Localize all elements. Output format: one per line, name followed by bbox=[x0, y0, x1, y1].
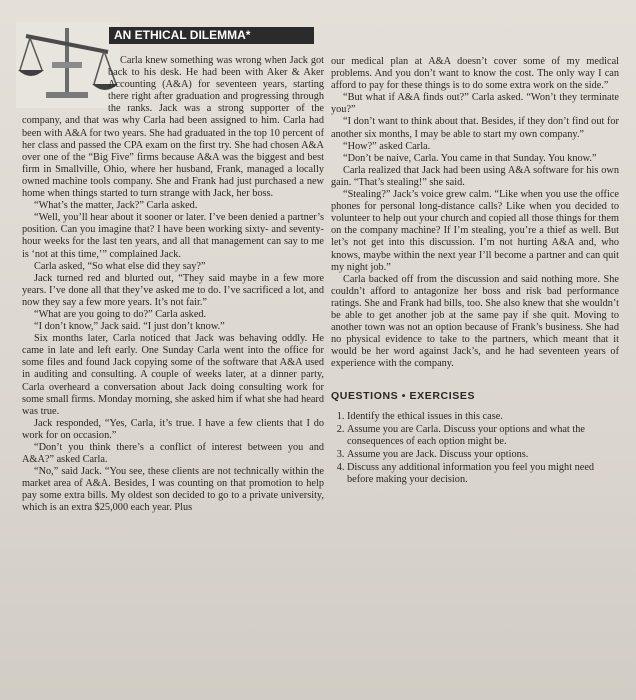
case-paragraph: Carla backed off from the discussion and said nothing more. She couldn’t afford to antagonize her boss and risk bad performance ratings. She and Frank had bills, too. She also knew that she wouldn’t be able to get another job at the same pay if she quit. Moving to another town was not an option because of Frank’s business. She had no physical evidence to take to the partners, which meant that it would be her word against Jack’s, and he had seventeen years of experience with the company. bbox=[331, 273, 619, 370]
questions-heading: QUESTIONS • EXERCISES bbox=[331, 390, 476, 403]
left-column bbox=[22, 55, 324, 515]
section-banner: AN ETHICAL DILEMMA* bbox=[109, 27, 314, 44]
case-paragraph: “But what if A&A finds out?” Carla asked. “Won’t they terminate you?” bbox=[331, 92, 619, 116]
case-paragraph: Carla asked, “So what else did they say?” bbox=[34, 260, 206, 272]
icon-wrap-spacer bbox=[22, 55, 108, 112]
case-paragraph: Jack responded, “Yes, Carla, it’s true. I have a few clients that I do work for on occasion.” bbox=[22, 417, 324, 441]
case-paragraph: “What are you going to do?” Carla asked. bbox=[34, 308, 207, 320]
case-paragraph: “Stealing?” Jack’s voice grew calm. “Like when you use the office phones for personal long-distance calls? Like when you decided to volunteer to help out your church and copied all those things for them on the company machine? If I’m stealing, you’re a thief as well. But let’s not get into this discussion. I’m not hurting A&A and, who knows, maybe within the next year I’ll become a partner and can quit my night job.” bbox=[331, 189, 619, 273]
case-paragraph: “Don’t you think there’s a conflict of interest between you and A&A?” asked Carla. bbox=[22, 442, 324, 466]
question-item: 2. Assume you are Carla. Discuss your options and what the consequences of each option might be. bbox=[347, 424, 619, 448]
case-paragraph: “I don’t know,” Jack said. “I just don’t know.” bbox=[34, 321, 225, 333]
right-column bbox=[331, 56, 619, 487]
case-paragraph: “How?” asked Carla. bbox=[343, 140, 431, 152]
case-paragraph: our medical plan at A&A doesn’t cover some of my medical problems. And you don’t want to know the cost. The only way I can afford to pay for these things is to do some extra work on the side.” bbox=[331, 56, 619, 92]
question-item: 4. Discuss any additional information you feel you might need before making your decision. bbox=[347, 462, 619, 486]
question-item: 1. Identify the ethical issues in this case. bbox=[347, 411, 619, 423]
case-paragraph: “No,” said Jack. “You see, these clients are not technically within the market area of A&A. Besides, I was counting on that promotion to help pay some extra bills. My oldest son decided to go to a private university, which is an extra $25,000 each year. Plus bbox=[22, 466, 324, 514]
case-paragraph: Carla knew something was wrong when Jack got back to his desk. He had been with Aker & Aker Accounting (A&A) for seventeen years, starting there right after graduation and progressing through the ranks. Jack was a strong supporter of the company, and that was why Carla had been assigned to him. Carla had been with A&A for two years. She had graduated in the top 10 percent of her class and passed the CPA exam on the first try. She had chosen A&A over one of the “Big Five” firms because A&A was the biggest and best firm in Smallville, Ohio, where her husband, Frank, managed a locally owned machine tools company. She and Frank had just purchased a new home when things started to turn strange with Jack, her boss. bbox=[22, 55, 324, 200]
question-item: 3. Assume you are Jack. Discuss your options. bbox=[347, 449, 619, 461]
case-paragraph: Carla realized that Jack had been using A&A software for his own gain. “That’s stealing!” she said. bbox=[331, 164, 619, 188]
case-paragraph: “Well, you’ll hear about it sooner or later. I’ve been denied a partner’s position. Can you imagine that? I have been working sixty- and seventy-hour weeks for the last ten years, and all that management can say to me is ‘not at this time,’” complained Jack. bbox=[22, 212, 324, 260]
case-paragraph: Jack turned red and blurted out, “They said maybe in a few more years. I’ve done all that they’ve asked me to do. I’ve sacrificed a lot, and now they say a few more years. It’s not fair.” bbox=[22, 272, 324, 308]
case-paragraph: “Don’t be naive, Carla. You came in that Sunday. You know.” bbox=[343, 152, 597, 164]
questions-list bbox=[331, 411, 619, 487]
case-paragraph: Six months later, Carla noticed that Jack was behaving oddly. He came in late and left early. One Sunday Carla went into the office for some files and found Jack copying some of the software that A&A used in auditing and consulting. A couple of weeks later, at a dinner party, Carla overheard a conversation about Jack doing consulting work for some small firms. Monday morning, she asked him if what she had heard was true. bbox=[22, 333, 324, 417]
case-paragraph: “I don’t want to think about that. Besides, if they don’t find out for another six months, I may be able to start my own company.” bbox=[331, 116, 619, 140]
case-paragraph: “What’s the matter, Jack?” Carla asked. bbox=[34, 200, 198, 212]
